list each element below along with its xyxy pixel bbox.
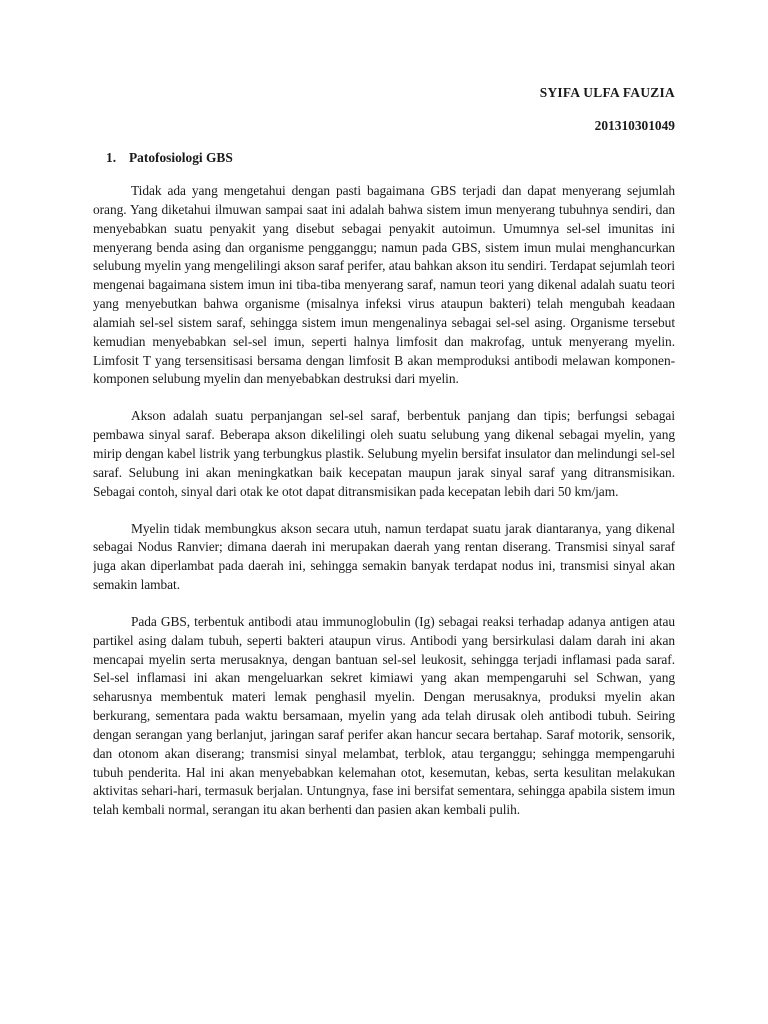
author-name: SYIFA ULFA FAUZIA bbox=[539, 85, 675, 100]
section-title: Patofosiologi GBS bbox=[129, 150, 233, 165]
section-number: 1. bbox=[106, 150, 117, 165]
body-paragraph: Myelin tidak membungkus akson secara utuh, namun terdapat suatu jarak diantaranya, yang dikenal sebagai Nodus Ranvier; dimana daerah ini merupakan daerah yang rentan diserang. Transmisi sinyal saraf juga akan diperlambat pada daerah ini, sehingga semakin banyak terdapat nodus ini, transmisi sinyal akan semakin lambat. bbox=[93, 520, 675, 593]
body-paragraph: Akson adalah suatu perpanjangan sel-sel saraf, berbentuk panjang dan tipis; berfungsi sebagai pembawa sinyal saraf. Beberapa akson dikelilingi oleh suatu selubung yang dikenal sebagai myelin, yang mirip dengan kabel listrik yang terbungkus plastik. Selubung myelin bersifat insulator dan melindungi sel-sel saraf. Selubung ini akan meningkatkan baik kecepatan maupun jarak sinyal saraf yang ditransmisikan. Sebagai contoh, sinyal dari otak ke otot dapat ditransmisikan pada kecepatan lebih dari 50 km/jam. bbox=[93, 408, 675, 499]
body-paragraph: Pada GBS, terbentuk antibodi atau immunoglobulin (Ig) sebagai reaksi terhadap adanya antigen atau partikel asing dalam tubuh, seperti bakteri ataupun virus. Antibodi yang bersirkulasi dalam darah ini akan mencapai myelin serta merusaknya, dengan bantuan sel-sel leukosit, sehingga terjadi inflamasi pada saraf. Sel-sel inflamasi ini akan mengeluarkan sekret kimiawi yang akan mempengaruhi sel Schwan, yang seharusnya membentuk materi lemak penghasil myelin. Dengan merusaknya, produksi myelin akan berkurang, sementara pada waktu bersamaan, myelin yang ada telah dirusak oleh antibodi tubuh. Seiring dengan serangan yang berlanjut, jaringan saraf perifer akan hancur secara bertahap. Saraf motorik, sensorik, dan otonom akan diserang; transmisi sinyal melambat, terblok, atau terganggu; sehingga mempengaruhi tubuh penderita. Hal ini akan menyebabkan kelemahan otot, kesemutan, kebas, serta kesulitan melakukan aktivitas sehari-hari, termasuk berjalan. Untungnya, fase ini bersifat sementara, sehingga apabila sistem imun telah kembali normal, serangan itu akan berhenti dan pasien akan kembali pulih. bbox=[93, 613, 675, 818]
section-heading bbox=[106, 149, 675, 166]
author-id: 201310301049 bbox=[594, 118, 675, 133]
body-paragraph: Tidak ada yang mengetahui dengan pasti bagaimana GBS terjadi dan dapat menyerang sejumlah orang. Yang diketahui ilmuwan sampai saat ini adalah bahwa sistem imun menyerang tubuhnya sendiri, dan menyebabkan suatu penyakit yang disebut sebagai penyakit autoimun. Umumnya sel-sel imunitas ini menyerang benda asing dan organisme pengganggu; namun pada GBS, sistem imun mulai menghancurkan selubung myelin yang mengelilingi akson saraf perifer, atau bahkan akson itu sendiri. Terdapat sejumlah teori mengenai bagaimana sistem imun ini tiba-tiba menyerang saraf, namun teori yang dikenal adalah suatu teori yang menyebutkan bahwa organisme (misalnya infeksi virus ataupun bakteri) telah mengubah keadaan alamiah sel-sel sistem saraf, sehingga sistem imun mengenalinya sebagai sel-sel asing. Organisme tersebut kemudian menyebabkan sel-sel imun, seperti halnya limfosit dan makrofag, untuk menyerang myelin. Limfosit T yang tersensitisasi bersama dengan limfosit B akan memproduksi antibodi melawan komponen-komponen selubung myelin dan menyebabkan destruksi dari myelin. bbox=[93, 183, 675, 387]
document-page bbox=[93, 84, 675, 1004]
